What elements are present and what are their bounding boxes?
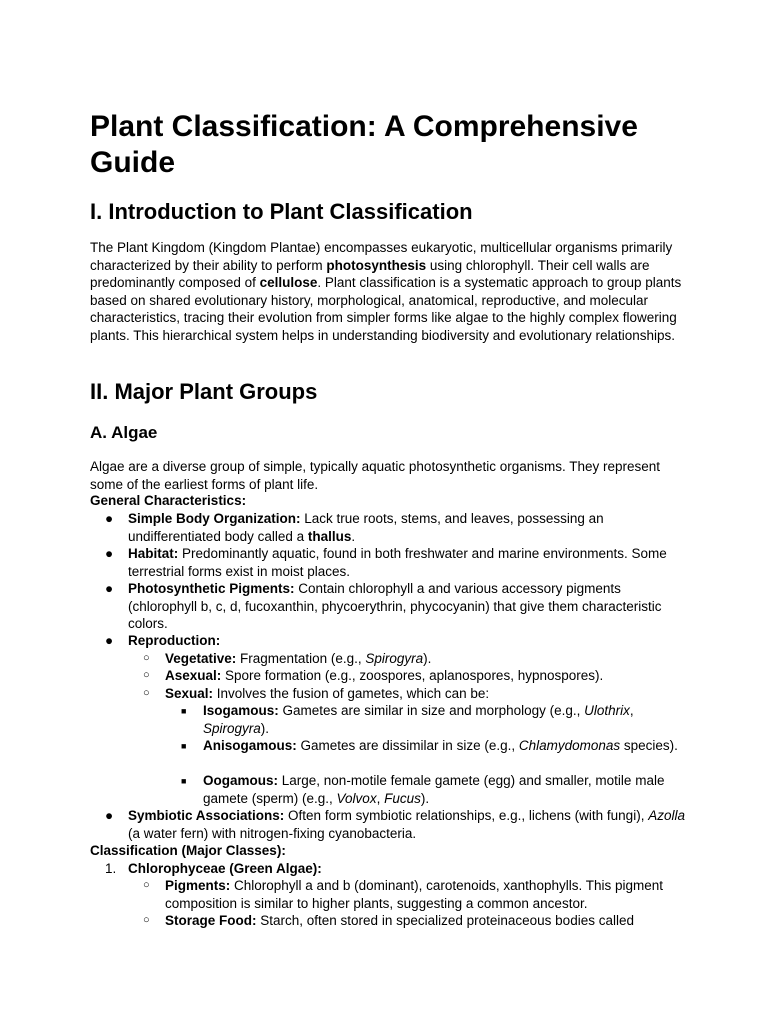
bullet-marker: ● [105, 546, 114, 561]
square-bullet-marker: ■ [181, 741, 187, 751]
page-title: Plant Classification: A Comprehensive Guide [90, 110, 638, 179]
square-bullet-marker: ■ [181, 706, 187, 716]
list-item-reproduction: Reproduction: [128, 633, 221, 648]
classification-label: Classification (Major Classes): [90, 843, 286, 858]
list-item-vegetative: Vegetative: Fragmentation (e.g., Spirogyra). [165, 651, 432, 666]
algae-intro-paragraph: Algae are a diverse group of simple, typically aquatic photosynthetic organisms. They represent some of the earliest forms of plant life. [90, 459, 661, 492]
general-characteristics-label: General Characteristics: [90, 493, 247, 508]
bullet-marker: ● [105, 581, 114, 596]
intro-paragraph: The Plant Kingdom (Kingdom Plantae) encompasses eukaryotic, multicellular organisms primarily characterized by their ability to perform photosynthesis using chlorophyll. Their cell walls are predominantly composed of cellulose. Plant classification is a systematic approach to group plants based on shared evolutionary history, morphological, anatomical, reproductive, and molecular characteristics, tracing their evolution from simpler forms like algae to the highly complex flowering plants. This hierarchical system helps in understanding biodiversity and evolutionary relationships. [90, 240, 682, 343]
bullet-marker: ● [105, 511, 114, 526]
list-item-storage-food: Storage Food: Starch, often stored in specialized proteinaceous bodies called [165, 913, 634, 928]
sub-bullet-marker: ○ [143, 652, 150, 664]
bullet-marker: ● [105, 808, 114, 823]
list-item-sexual: Sexual: Involves the fusion of gametes, which can be: [165, 686, 490, 701]
bullet-marker: ● [105, 633, 114, 648]
list-item-oogamous: Oogamous: Large, non-motile female gamete (egg) and smaller, motile male gamete (sperm) (e.g., Volvox, Fucus). [203, 773, 665, 806]
sub-bullet-marker: ○ [143, 914, 150, 926]
list-item-isogamous: Isogamous: Gametes are similar in size and morphology (e.g., Ulothrix, Spirogyra). [203, 703, 634, 736]
square-bullet-marker: ■ [181, 776, 187, 786]
numbered-marker: 1. [105, 861, 117, 876]
list-item-chlorophyceae: Chlorophyceae (Green Algae): [128, 861, 322, 876]
section-heading-major-groups: II. Major Plant Groups [90, 379, 318, 404]
sub-bullet-marker: ○ [143, 669, 150, 681]
list-item-chlorophyceae-pigments: Pigments: Chlorophyll a and b (dominant), carotenoids, xanthophylls. This pigment composition is similar to higher plants, suggesting a common ancestor. [165, 878, 664, 911]
list-item-pigments: Photosynthetic Pigments: Contain chlorophyll a and various accessory pigments (chlorophyll b, c, d, fucoxanthin, phycoerythrin, phycocyanin) that give them characteristic colors. [128, 581, 662, 632]
list-item-symbiotic: Symbiotic Associations: Often form symbiotic relationships, e.g., lichens (with fungi), Azolla (a water fern) with nitrogen-fixing cyanobacteria. [128, 808, 685, 841]
list-item-habitat: Habitat: Predominantly aquatic, found in both freshwater and marine environments. Some terrestrial forms exist in moist places. [128, 546, 667, 579]
list-item-anisogamous: Anisogamous: Gametes are dissimilar in size (e.g., Chlamydomonas species). [203, 738, 678, 753]
sub-bullet-marker: ○ [143, 879, 150, 891]
subsection-heading-algae: A. Algae [90, 423, 158, 442]
section-heading-intro: I. Introduction to Plant Classification [90, 199, 473, 224]
list-item-body-organization: Simple Body Organization: Lack true roots, stems, and leaves, possessing an undifferentiated body called a thallus. [128, 511, 604, 544]
list-item-asexual: Asexual: Spore formation (e.g., zoospores, aplanospores, hypnospores). [165, 668, 604, 683]
sub-bullet-marker: ○ [143, 687, 150, 699]
